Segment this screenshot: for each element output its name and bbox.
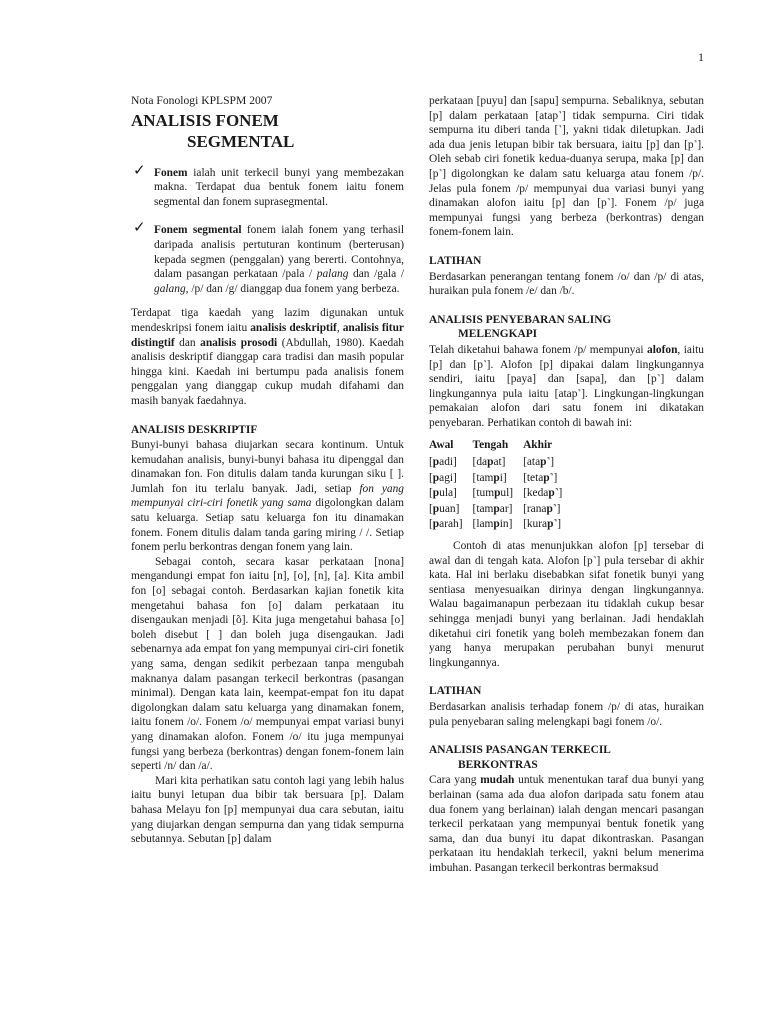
checkmark-icon: ✓	[133, 220, 146, 237]
cell-phone: p	[432, 471, 440, 484]
right-column	[429, 94, 704, 876]
column-header: Akhir	[523, 439, 553, 452]
cell-text: at]	[493, 456, 506, 469]
table-row	[429, 455, 572, 471]
emphasis: fon yang mempunyai ciri-ciri fonetik yang sama	[131, 482, 404, 510]
table-row	[429, 486, 572, 502]
table-cell	[473, 486, 524, 502]
cell-text: i]	[499, 471, 507, 484]
table-cell	[523, 486, 572, 502]
example-word: galang	[154, 282, 186, 295]
section-heading-penyebaran	[429, 313, 704, 342]
paragraph-penyebaran	[429, 343, 704, 431]
cell-text: uan]	[439, 502, 460, 515]
table-cell	[523, 502, 572, 518]
cell-phone: p	[487, 456, 494, 469]
page-number: 1	[698, 50, 704, 64]
table-cell	[429, 471, 473, 487]
paragraph-contoh-p: Mari kita perhatikan satu contoh lagi yang lebih halus iaitu bunyi letupan dua bibir tak bersuara [p]. Dalam bahasa Melayu fon [p] mempunyai dua cara sebutan, iaitu yang diujarkan dengan sempurna dan yang tidak sempurna sebutannya. Sebutan [p] dalam	[131, 774, 404, 846]
cell-phone: p	[494, 487, 501, 500]
cell-text: ula]	[439, 487, 457, 500]
table-cell	[473, 471, 524, 487]
cell-phone: p	[493, 471, 500, 484]
table-cell	[523, 471, 572, 487]
section-heading-pasangan	[429, 743, 704, 772]
heading-line: BERKONTRAS	[458, 758, 538, 771]
table-cell	[473, 517, 524, 533]
cell-phone: p	[432, 502, 440, 515]
bullet-text: , /p/ dan /g/ dianggap dua fonem yang berbeza.	[185, 282, 400, 295]
example-word: palang	[316, 268, 349, 281]
cell-text: [tam	[472, 471, 494, 484]
paragraph-deskriptif	[131, 438, 404, 555]
page-title-line1: ANALISIS FONEM	[131, 110, 279, 130]
cell-text: [rana	[523, 502, 547, 515]
emphasis: analisis fitur distingtif	[131, 321, 404, 349]
text: (Abdullah, 1980). Kaedah analisis deskriptif dianggap cara tradisi dan masih popular hingga kini. Kaedah ini bertumpu pada analisis fonem penggalan yang dianggap cukup mudah difahami dan masih banyak faedahnya.	[131, 336, 404, 407]
course-note: Nota Fonologi KPLSPM 2007	[131, 94, 273, 107]
paragraph-pasangan	[429, 773, 704, 875]
left-column	[131, 94, 404, 847]
bullet-text: dan /gala /	[348, 268, 404, 281]
section-heading-latihan-1: LATIHAN	[429, 254, 482, 267]
cell-text: ]	[550, 456, 555, 469]
cell-phone: p˺	[548, 487, 559, 500]
cell-text: ]	[557, 518, 562, 531]
exercise-2: Berdasarkan analisis terhadap fonem /p/ di atas, huraikan pula penyebaran saling melengkapi bagi fonem /o/.	[429, 700, 704, 728]
cell-phone: p	[432, 518, 440, 531]
paragraph-alofon-p: perkataan [puyu] dan [sapu] sempurna. Sebaliknya, sebutan [p] dalam perkataan [atap˺] tidak sempurna. Ciri tidak sempurna itu diberi tanda [˺], yakni tidak diletupkan. Jadi ada dua jenis letupan bibir tak bersuara, iaitu [p] dan [p˺]. Oleh sebab ciri fonetik kedua-duanya serupa, maka [p] dan [p˺] digolongkan ke dalam satu keluarga atau fonem /p/. Jelas pula fonem /p/ mempunyai dua variasi bunyi yang dinamakan alofon iaitu [p] dan [p˺]. Fonem /p/ juga mempunyai fungsi yang berbeza (berkontras) dengan fonem-fonem lain.	[429, 95, 704, 239]
bullet-text: ialah unit terkecil bunyi yang membezakan makna. Terdapat dua bentuk fonem iaitu fonem segmental dan fonem suprasegmental.	[154, 166, 404, 208]
heading-line: ANALISIS PENYEBARAN SALING	[429, 313, 612, 326]
cell-text: [tum	[472, 487, 495, 500]
column-header: Tengah	[472, 439, 509, 452]
term-fonem: Fonem	[154, 166, 188, 179]
paragraph-contoh-nona: Sebagai contoh, secara kasar perkataan [nona] mengandungi empat fon iaitu [n], [o], [n], [a]. Kita ambil fon [o] sebagai contoh. Berdasarkan kajian fonetik kita mengetahui bahasa fon [o] dalam perkataan itu disengaukan menjadi [õ]. Kita juga mengetahui bahasa [o] boleh disebut [ ] dan boleh juga disengaukan. Jadi sebenarnya ada empat fon yang mempunyai ciri-ciri fonetik yang sama, dengan sedikit perbezaan tanpa mengubah maknanya dalam pasangan terkecil berkontras (pasangan minimal). Dengan kata lain, keempat-empat fon itu dapat digolongkan dalam satu keluarga yang dinamakan fonem, iaitu fonem /o/. Fonem /o/ mempunyai empat variasi bunyi yang dinamakan alofon. Fonem /o/ itu juga mempunyai fungsi yang berbeza (berkontras) dengan fonem-fonem lain seperti /n/ dan /a/.	[131, 555, 404, 773]
cell-phone: p˺	[543, 471, 554, 484]
bullet-fonem-segmental	[131, 220, 404, 296]
column-header: Awal	[429, 439, 454, 452]
cell-text: [da	[472, 456, 488, 469]
page-title-line2: SEGMENTAL	[187, 131, 295, 151]
cell-text: [lam	[472, 518, 494, 531]
bullet-text: fonem ialah fonem yang terhasil daripada analisis pertuturan kontinum (berterusan) kepada segmen (penggalan) yang bererti. Contohnya, dalam pasangan perkataan /pala /	[154, 224, 404, 281]
bullet-fonem	[131, 162, 404, 210]
cell-text: ]	[556, 502, 561, 515]
cell-text: [	[429, 471, 433, 484]
table-row	[429, 517, 572, 533]
cell-text: [kura	[523, 518, 548, 531]
cell-text: [ata	[523, 456, 541, 469]
text: untuk menentukan taraf dua bunyi yang berlainan (sama ada dua alofon daripada satu fonem atau dua fonem yang berlainan) ialah dengan mencari pasangan terkecil perkataan yang mempunyai bentuk fonetik yang sama, dan dua bunyi itu dapat dikontraskan. Pasangan perkataan itu hendaklah terkecil, yakni belum menerima imbuhan. Pasangan terkecil berkontras bermaksud	[429, 774, 704, 874]
paragraph-penjelasan: Contoh di atas menunjukkan alofon [p] tersebar di awal dan di tengah kata. Alofon [p˺] pula tersebar di akhir kata. Hal ini berlaku disebabkan sifat fonetik bunyi yang sentiasa menyesuaikan dirinya dengan lingkungannya. Walau bagaimanapun perbezaan itu tidaklah cukup besar sehingga menjadi bunyi yang berlainan. Jadi hendaklah diketahui ciri fonetik yang boleh membezakan fonem dan yang hanya merupakan perubahan bunyi menurut lingkungannya.	[429, 540, 704, 669]
cell-text: arah]	[439, 518, 463, 531]
text: , iaitu [p] dan [p˺]. Alofon [p] dipakai dalam lingkungannya sendiri, iaitu [paya] dan [sapa], dan [p˺] dalam lingkungannya pula iaitu [atap˺]. Lingkungan-lingkungan pemakaian alofon dari satu fonem ini dikatakan penyebaran. Perhatikan contoh di bawah ini:	[429, 343, 704, 429]
emphasis: alofon	[647, 343, 678, 356]
text: Bunyi-bunyi bahasa diujarkan secara kontinum. Untuk kemudahan analisis, bunyi-bunyi bahasa itu dipenggal dan dinamakan fon. Fon ditulis dalam tanda kurungan siku [ ]. Jumlah fon itu terlalu banyak. Jadi, setiap	[131, 439, 404, 495]
text: Cara yang	[429, 774, 481, 787]
table-cell	[523, 455, 572, 471]
table-cell	[429, 502, 473, 518]
cell-text: in]	[499, 518, 513, 531]
cell-phone: p	[432, 487, 440, 500]
cell-text: [	[429, 456, 433, 469]
cell-phone: p˺	[540, 456, 551, 469]
cell-text: [	[429, 502, 433, 515]
table-cell	[429, 455, 473, 471]
term-fonem-segmental: Fonem segmental	[154, 224, 242, 237]
cell-text: [	[429, 487, 433, 500]
cell-text: [tam	[472, 502, 494, 515]
text: dan	[174, 336, 201, 349]
emphasis: mudah	[480, 774, 515, 787]
cell-phone: p	[493, 502, 500, 515]
cell-text: [	[429, 518, 433, 531]
table-row	[429, 502, 572, 518]
table-cell	[429, 486, 473, 502]
heading-line: MELENGKAPI	[458, 328, 538, 341]
cell-text: ar]	[499, 502, 513, 515]
emphasis: analisis deskriptif	[250, 321, 337, 334]
heading-line: ANALISIS PASANGAN TERKECIL	[429, 744, 611, 757]
text: ,	[336, 321, 343, 334]
table-header-row	[429, 438, 572, 455]
cell-text: [keda	[523, 487, 549, 500]
cell-text: ul]	[500, 487, 514, 500]
emphasis: analisis prosodi	[200, 336, 278, 349]
cell-phone: p˺	[546, 502, 557, 515]
cell-text: agi]	[439, 471, 457, 484]
cell-text: ]	[553, 471, 558, 484]
text: Telah diketahui bahawa fonem /p/ mempunyai	[429, 343, 648, 356]
section-heading-deskriptif: ANALISIS DESKRIPTIF	[131, 423, 258, 436]
cell-text: ]	[558, 487, 563, 500]
cell-phone: p	[432, 456, 440, 469]
cell-phone: p	[493, 518, 500, 531]
cell-phone: p˺	[547, 518, 558, 531]
text: digolongkan dalam satu keluarga. Setiap satu keluarga fon itu dinamakan fonem. Fonem ditulis dalam tanda garing miring / /. Setiap fonem perlu berkontras dengan fonem yang lain.	[131, 497, 404, 554]
text: Terdapat tiga kaedah yang lazim digunakan untuk mendeskripsi fonem iaitu	[131, 307, 404, 334]
paragraph-kaedah	[131, 306, 404, 408]
table-row	[429, 471, 572, 487]
table-cell	[523, 517, 572, 533]
distribution-table	[429, 438, 572, 533]
section-heading-latihan-2: LATIHAN	[429, 685, 482, 698]
checkmark-icon: ✓	[133, 162, 146, 179]
exercise-1: Berdasarkan penerangan tentang fonem /o/ dan /p/ di atas, huraikan pula fonem /e/ dan /b/.	[429, 270, 704, 298]
table-cell	[473, 502, 524, 518]
cell-text: [teta	[523, 471, 544, 484]
cell-text: adi]	[439, 456, 457, 469]
table-cell	[429, 517, 473, 533]
table-cell	[473, 455, 524, 471]
